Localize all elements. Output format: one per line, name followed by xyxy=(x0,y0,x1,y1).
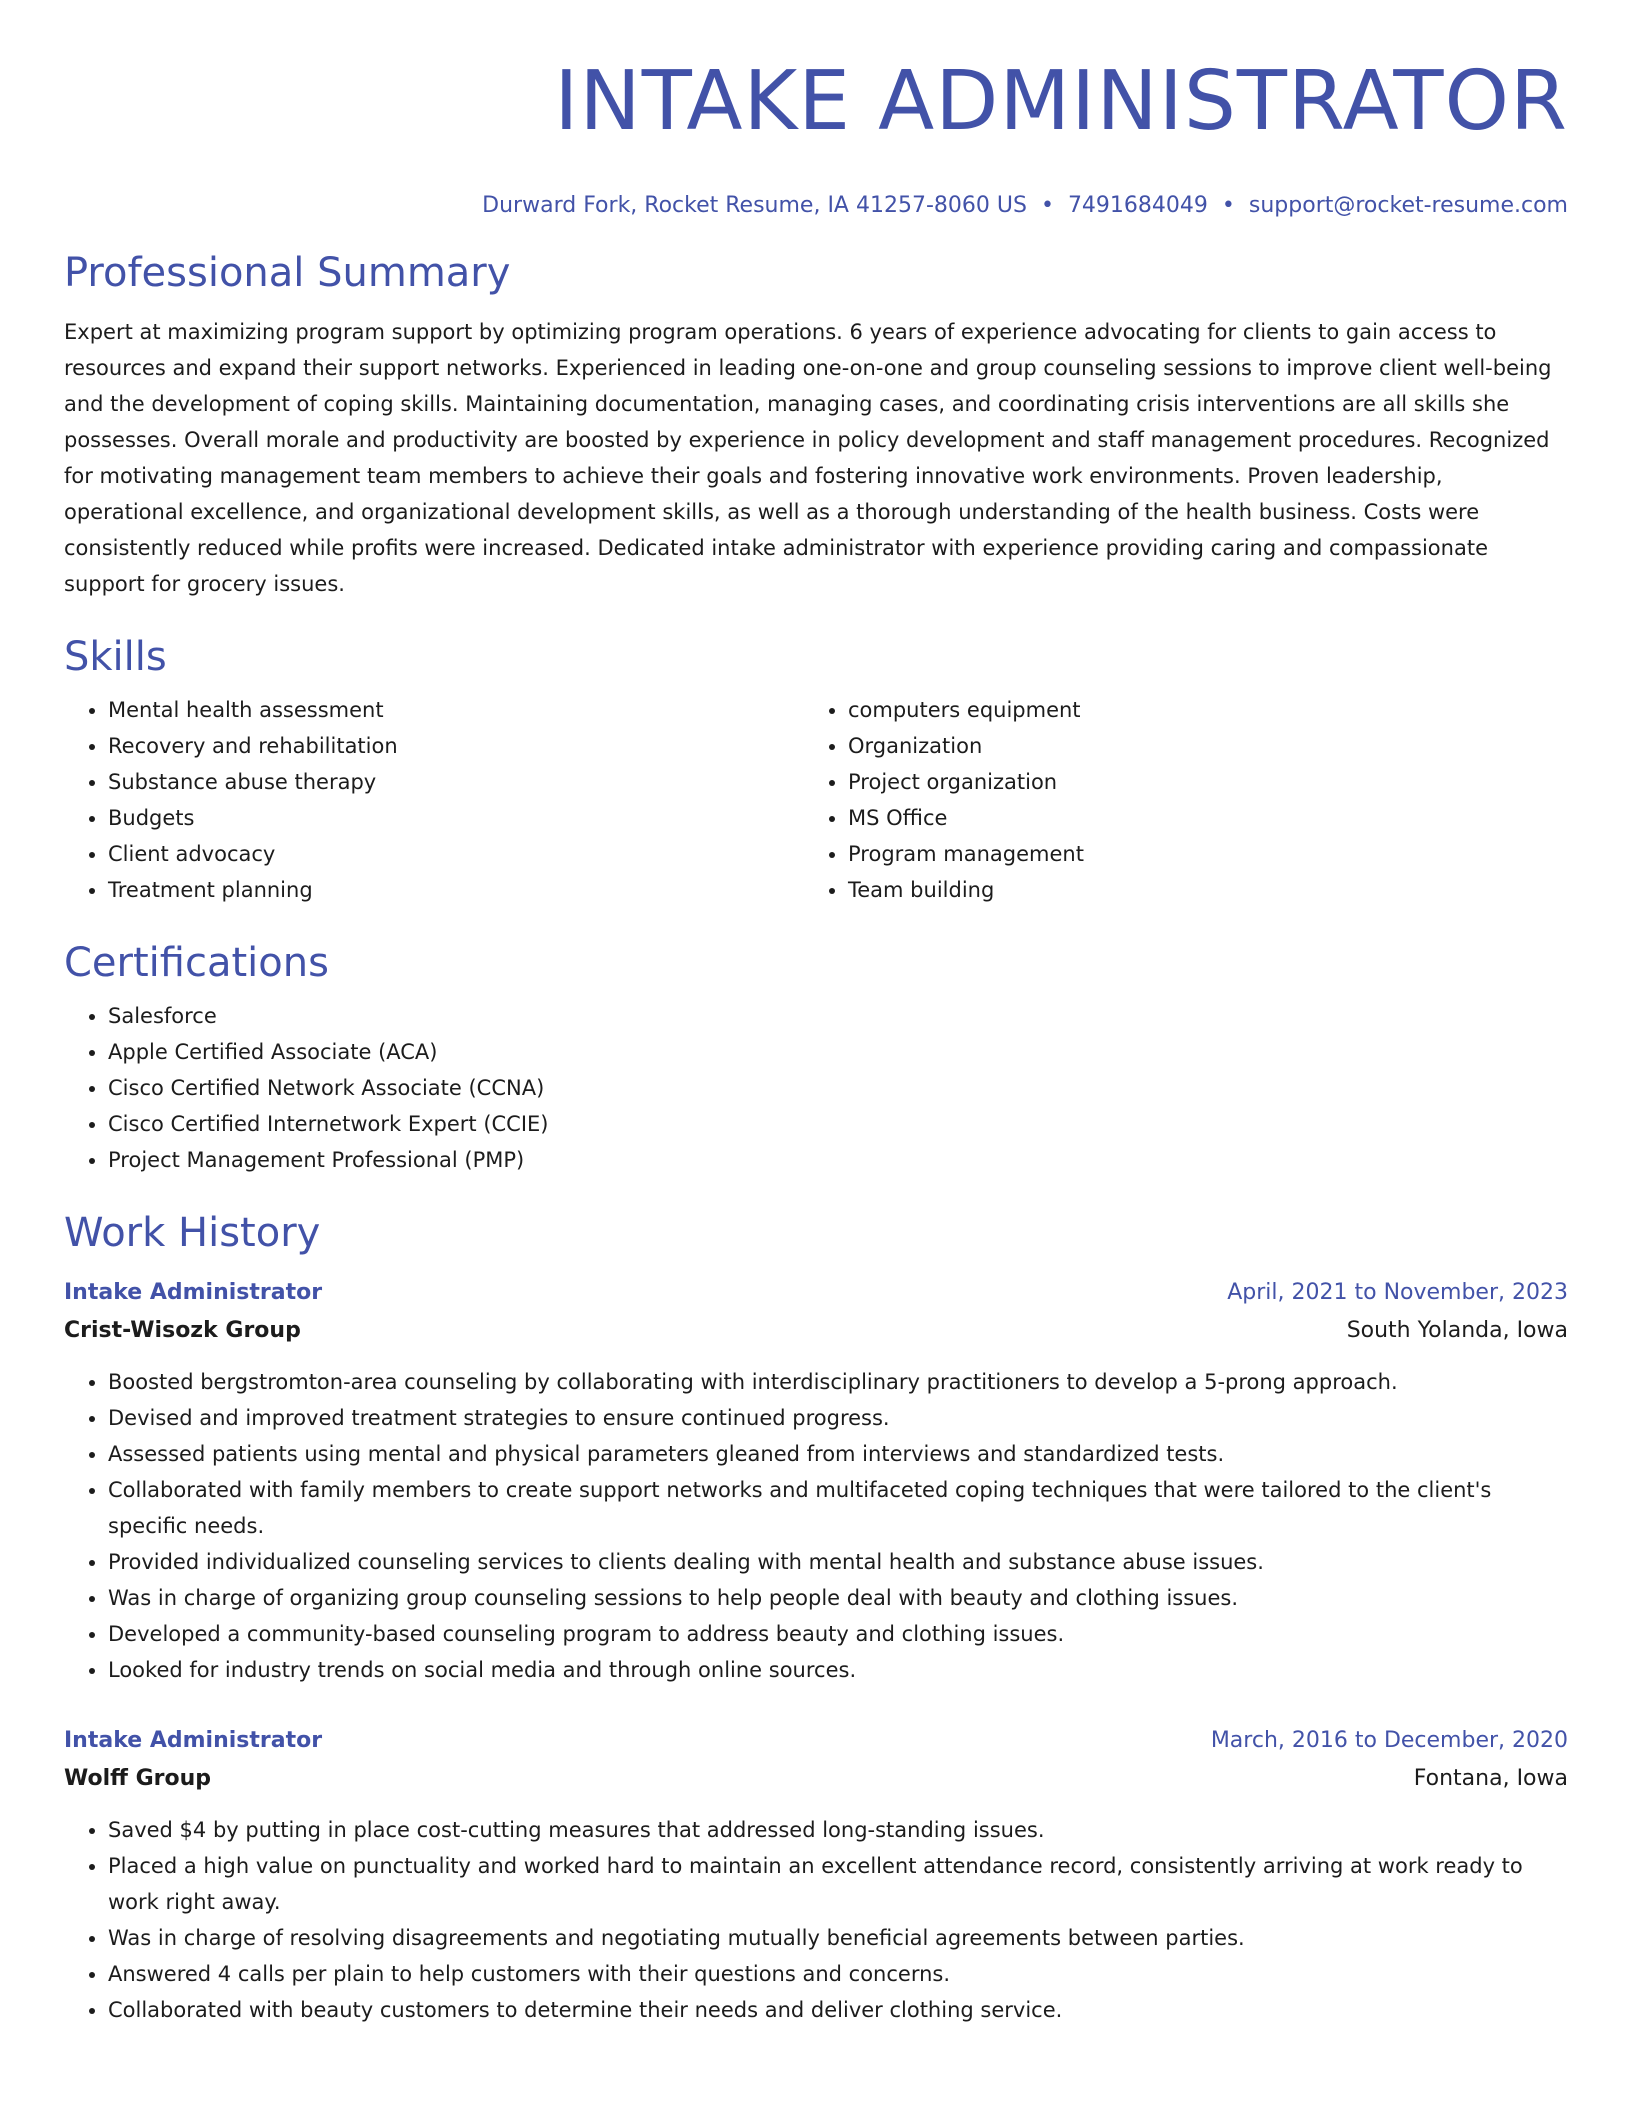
certification-item: • Project Management Professional (PMP) xyxy=(108,1142,1568,1178)
skill-item: • Substance abuse therapy xyxy=(108,764,804,800)
job-bullet: • Developed a community-based counseling program to address beauty and clothing issues. xyxy=(108,1616,1568,1652)
job-company: Crist-Wisozk Group xyxy=(64,1318,301,1343)
section-title-work-history: Work History xyxy=(64,1210,321,1256)
certifications-list xyxy=(64,998,1568,1178)
section-title-certifications: Certifications xyxy=(64,940,329,986)
job-bullet: • Collaborated with family members to create support networks and multifaceted coping techniques that were tailored to the client's specific needs. xyxy=(108,1472,1568,1544)
job-bullet: • Boosted bergstromton-area counseling by collaborating with interdisciplinary practitioners to develop a 5-prong approach. xyxy=(108,1364,1568,1400)
skill-item: • Team building xyxy=(848,872,1568,908)
certifications-section xyxy=(64,936,1568,1178)
skill-item: • Mental health assessment xyxy=(108,692,804,728)
contact-separator: • xyxy=(1040,193,1054,218)
work-history-section xyxy=(64,1206,1568,2028)
job-bullet: • Was in charge of resolving disagreements and negotiating mutually beneficial agreements between parties. xyxy=(108,1920,1568,1956)
summary-text: Expert at maximizing program support by optimizing program operations. 6 years of experience advocating for clients to gain access to resources and expand their support networks. Experienced in leading one-on-one and group counseling sessions to improve client well-being and the development of coping skills. Maintaining documentation, managing cases, and coordinating crisis interventions are all skills she possesses. Overall morale and productivity are boosted by experience in policy development and staff management procedures. Recognized for motivating management team members to achieve their goals and fostering innovative work environments. Proven leadership, operational excellence, and organizational development skills, as well as a thorough understanding of the health business. Costs were consistently reduced while profits were increased. Dedicated intake administrator with experience providing caring and compassionate support for grocery issues. xyxy=(64,320,1552,596)
skill-item: • MS Office xyxy=(848,800,1568,836)
certification-item: • Cisco Certified Internetwork Expert (CCIE) xyxy=(108,1106,1568,1142)
job-title: Intake Administrator xyxy=(64,1280,323,1305)
skills-grid xyxy=(64,692,1568,908)
certification-item: • Apple Certified Associate (ACA) xyxy=(108,1034,1568,1070)
job-dates: March, 2016 to December, 2020 xyxy=(1210,1728,1568,1753)
job-company-row xyxy=(64,1312,1568,1350)
contact-line xyxy=(64,190,1568,222)
job-entry xyxy=(64,1274,1568,1688)
skill-item: • Organization xyxy=(848,728,1568,764)
job-bullets xyxy=(64,1812,1568,2028)
skill-item: • Recovery and rehabilitation xyxy=(108,728,804,764)
job-title: Intake Administrator xyxy=(64,1728,323,1753)
skills-list-right xyxy=(804,692,1568,908)
job-header-row xyxy=(64,1274,1568,1312)
job-bullet: • Looked for industry trends on social media and through online sources. xyxy=(108,1652,1568,1688)
skill-item: • Program management xyxy=(848,836,1568,872)
contact-phone: 7491684049 xyxy=(1067,193,1208,218)
job-bullet: • Was in charge of organizing group counseling sessions to help people deal with beauty and clothing issues. xyxy=(108,1580,1568,1616)
job-bullet: • Assessed patients using mental and physical parameters gleaned from interviews and standardized tests. xyxy=(108,1436,1568,1472)
job-bullet: • Provided individualized counseling services to clients dealing with mental health and substance abuse issues. xyxy=(108,1544,1568,1580)
skill-item: • Client advocacy xyxy=(108,836,804,872)
contact-email: support@rocket-resume.com xyxy=(1248,193,1568,218)
job-bullet: • Devised and improved treatment strategies to ensure continued progress. xyxy=(108,1400,1568,1436)
candidate-name: INTAKE ADMINISTRATOR xyxy=(554,54,1568,149)
resume-header xyxy=(64,50,1568,222)
job-bullet: • Saved $4 by putting in place cost-cutting measures that addressed long-standing issues. xyxy=(108,1812,1568,1848)
summary-section xyxy=(64,246,1568,602)
skill-item: • Budgets xyxy=(108,800,804,836)
job-company: Wolff Group xyxy=(64,1766,212,1791)
contact-address: Durward Fork, Rocket Resume, IA 41257-8060 US xyxy=(482,193,1027,218)
certification-item: • Cisco Certified Network Associate (CCNA) xyxy=(108,1070,1568,1106)
section-title-skills: Skills xyxy=(64,634,167,680)
certification-item: • Salesforce xyxy=(108,998,1568,1034)
job-company-row xyxy=(64,1760,1568,1798)
job-bullet: • Answered 4 calls per plain to help customers with their questions and concerns. xyxy=(108,1956,1568,1992)
job-bullets xyxy=(64,1364,1568,1688)
job-dates: April, 2021 to November, 2023 xyxy=(1227,1280,1568,1305)
section-title-summary: Professional Summary xyxy=(64,250,511,296)
job-bullet: • Placed a high value on punctuality and worked hard to maintain an excellent attendance record, consistently arriving at work ready to work right away. xyxy=(108,1848,1568,1920)
job-location: Fontana, Iowa xyxy=(1413,1766,1568,1791)
skill-item: • Treatment planning xyxy=(108,872,804,908)
skills-list-left xyxy=(64,692,804,908)
skill-item: • computers equipment xyxy=(848,692,1568,728)
job-bullet: • Collaborated with beauty customers to determine their needs and deliver clothing service. xyxy=(108,1992,1568,2028)
contact-separator: • xyxy=(1221,193,1235,218)
job-header-row xyxy=(64,1722,1568,1760)
skills-section xyxy=(64,630,1568,908)
skill-item: • Project organization xyxy=(848,764,1568,800)
job-location: South Yolanda, Iowa xyxy=(1346,1318,1568,1343)
job-entry xyxy=(64,1722,1568,2028)
